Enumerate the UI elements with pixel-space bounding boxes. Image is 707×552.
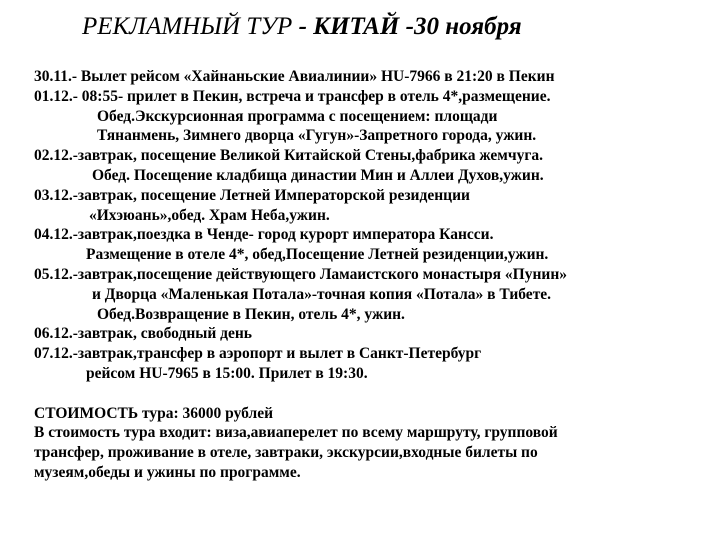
itinerary-line: 06.12.-завтрак, свободный день — [34, 325, 252, 343]
includes-line: трансфер, проживание в отеле, завтраки, экскурсии,входные билеты по — [34, 444, 538, 462]
includes-block — [34, 423, 706, 482]
itinerary-line: рейсом HU-7965 в 15:00. Прилет в 19:30. — [86, 364, 368, 382]
price-value: 36000 рублей — [182, 404, 274, 422]
title-main: РЕКЛАМНЫЙ ТУР — [82, 13, 299, 40]
itinerary-line: 07.12.-завтрак,трансфер в аэропорт и вылет в Санкт-Петербург — [34, 345, 482, 363]
itinerary-line: Тянанмень, Зимнего дворца «Гугун»-Запретного города, ужин. — [97, 127, 537, 145]
itinerary-line: «Ихэюань»,обед. Храм Неба,ужин. — [89, 206, 330, 224]
tour-description — [34, 67, 706, 483]
itinerary-line: 03.12.-завтрак, посещение Летней Императорской резиденции — [34, 186, 470, 204]
itinerary-line: Обед. Посещение кладбища династии Мин и Аллеи Духов,ужин. — [92, 166, 544, 184]
title-date: 30 ноября — [413, 13, 522, 40]
page-title — [82, 14, 522, 39]
itinerary-line: Размещение в отеле 4*, обед,Посещение Летней резиденции,ужин. — [86, 246, 549, 264]
itinerary-line: 30.11.- Вылет рейсом «Хайнаньские Авиалинии» HU-7966 в 21:20 в Пекин — [34, 68, 555, 85]
itinerary-line: 04.12.-завтрак,поездка в Ченде- город курорт императора Кансси. — [34, 226, 494, 244]
itinerary-line: 01.12.- 08:55- прилет в Пекин, встреча и трансфер в отель 4*,размещение. — [34, 87, 551, 105]
itinerary-line: Обед.Экскурсионная программа с посещением: площади — [97, 107, 498, 125]
itinerary-line: и Дворца «Маленькая Потала»-точная копия «Потала» в Тибете. — [92, 285, 552, 303]
includes-line: музеям,обеды и ужины по программе. — [34, 463, 301, 481]
price-label: СТОИМОСТЬ тура: — [34, 404, 183, 422]
includes-line: В стоимость тура входит: виза,авиаперелет по всему маршруту, групповой — [34, 424, 558, 442]
title-destination: - КИТАЙ - — [298, 13, 414, 40]
price-line — [34, 404, 706, 424]
itinerary-line: 05.12.-завтрак,посещение действующего Ламаистского монастыря «Пунин» — [34, 265, 567, 283]
itinerary-line: Обед.Возвращение в Пекин, отель 4*, ужин. — [97, 305, 405, 323]
itinerary — [34, 67, 706, 384]
spacer — [34, 384, 706, 404]
itinerary-line: 02.12.-завтрак, посещение Великой Китайской Стены,фабрика жемчуга. — [34, 147, 543, 165]
